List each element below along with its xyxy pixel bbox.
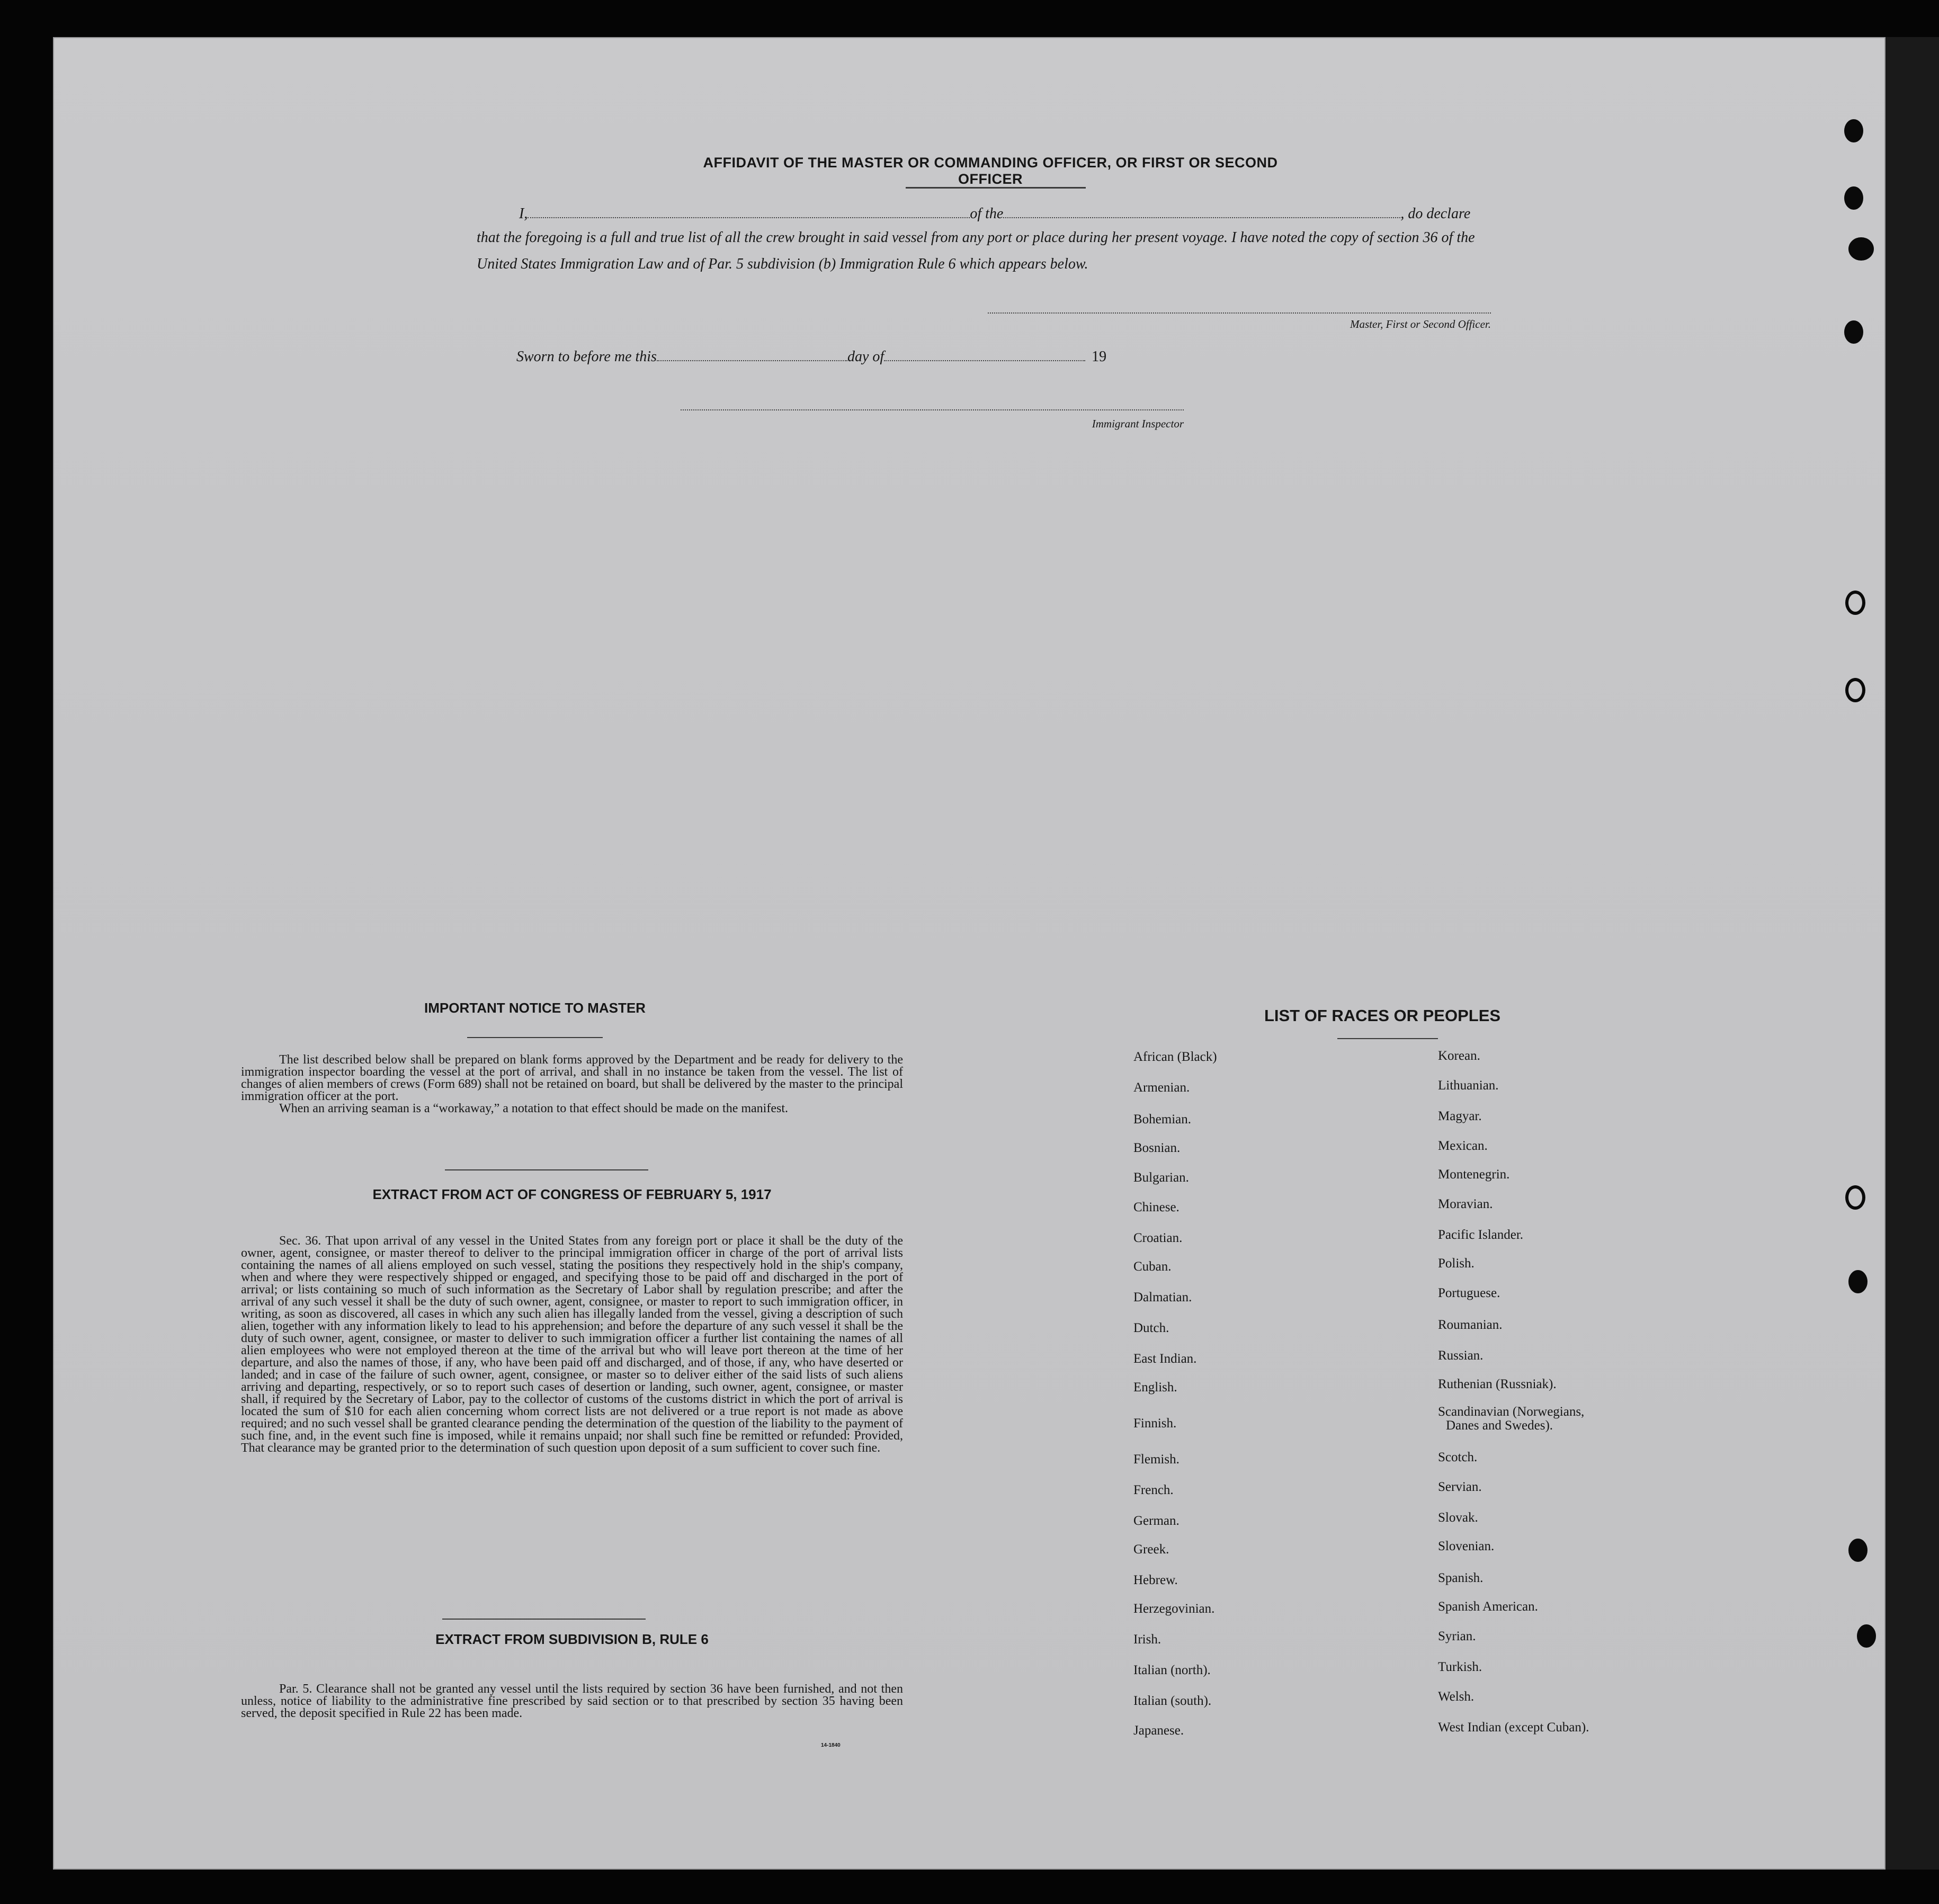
- document-page: [53, 37, 1886, 1870]
- sworn-month-blank: [884, 348, 1085, 361]
- master-signature-line: [988, 312, 1491, 315]
- binder-hole: [1848, 1539, 1867, 1562]
- notice-divider: [467, 1037, 603, 1038]
- race-item: Scandinavian (Norwegians,: [1438, 1405, 1585, 1419]
- binder-hole: [1848, 1270, 1867, 1293]
- race-item: Bosnian.: [1133, 1141, 1181, 1155]
- extract-act-body: [241, 1235, 903, 1454]
- notice-body: [241, 1054, 903, 1115]
- race-item: Dutch.: [1133, 1321, 1169, 1335]
- race-item: Moravian.: [1438, 1197, 1493, 1211]
- extract-rule-body: [241, 1683, 903, 1720]
- race-item: Russian.: [1438, 1348, 1484, 1363]
- sworn-line: [516, 348, 1106, 365]
- race-item: Finnish.: [1133, 1416, 1177, 1431]
- race-item: Irish.: [1133, 1632, 1161, 1647]
- declarant-i-label: I,: [519, 205, 528, 222]
- binder-hole: [1844, 320, 1863, 344]
- race-item: Pacific Islander.: [1438, 1228, 1524, 1242]
- race-item: Croatian.: [1133, 1231, 1183, 1245]
- inspector-signature-line: [681, 409, 1184, 412]
- race-item: Chinese.: [1133, 1200, 1180, 1214]
- notice-paragraph: The list described below shall be prepared on blank forms approved by the Department and be ready for delivery to the immigration inspector boarding the vessel at the port of arrival, and shall in no instance be taken from the vessel. The list of changes of alien members of crews (Form 689) shall not be retained on board, but shall be delivered by the master to the principal immigration officer at the port.: [241, 1053, 903, 1103]
- race-item: Italian (north).: [1133, 1663, 1211, 1677]
- race-item: Ruthenian (Russniak).: [1438, 1377, 1557, 1391]
- do-declare-label: , do declare: [1400, 205, 1471, 222]
- race-item: Italian (south).: [1133, 1694, 1212, 1708]
- race-item: Portuguese.: [1438, 1286, 1500, 1300]
- race-item: Mexican.: [1438, 1139, 1488, 1153]
- race-item: Japanese.: [1133, 1723, 1184, 1738]
- declarant-name-blank: [528, 205, 970, 218]
- form-number: 14-1840: [821, 1742, 841, 1748]
- section-36-text: Sec. 36. That upon arrival of any vessel in the United States from any foreign port or place it shall be the duty of the owner, agent, consignee, or master thereof to deliver to the principal immigration officer in charge of the port of arrival lists containing the names of all aliens employed on such vessel, stating the positions they respectively hold in the ship's company, when and where they were respectively shipped or engaged, and specifying those to be paid off and discharged in the port of arrival; or lists containing so much of such information as the Secretary of Labor shall by regulation prescribe; and after the arrival of any such vessel it shall be the duty of such owner, agent, consignee, or master to report to such immigration officer, in writing, as soon as discovered, all cases in which any such alien has illegally landed from the vessel, giving a description of such alien, together with any information likely to lead to his apprehension; and before the departure of any such vessel it shall be the duty of such owner, agent, consignee, or master to deliver to such immigration officer a further list containing the names of all alien employees who were not employed thereon at the time of the arrival but who will leave port thereon at the time of her departure, and also the names of those, if any, who have been paid off and discharged, and of those, if any, who have deserted or landed; and in case of the failure of such owner, agent, consignee, or master so to deliver either of the said lists of such aliens arriving and departing, respectively, or so to report such cases of desertion or landing, such owner, agent, consignee, or master shall, if required by the Secretary of Labor, pay to the collector of customs of the customs district in which the port of arrival is located the sum of $10 for each alien concerning whom correct lists are not delivered or a true report is not made as above required; and no such vessel shall be granted clearance pending the determination of the question of the liability to the payment of such fine, and, in the event such fine is imposed, while it remains unpaid; nor shall such fine be remitted or refunded: Provided, That clearance may be granted prior to the determination of such question upon deposit of a sum sufficient to cover such fine.: [241, 1234, 903, 1455]
- race-item: Cuban.: [1133, 1259, 1172, 1274]
- race-item: Spanish American.: [1438, 1599, 1538, 1614]
- race-item: Montenegrin.: [1438, 1167, 1510, 1182]
- binder-hole: [1848, 237, 1874, 261]
- race-item: Korean.: [1438, 1049, 1480, 1063]
- race-item: Scotch.: [1438, 1450, 1478, 1464]
- binder-hole: [1844, 186, 1863, 210]
- race-item: Dalmatian.: [1133, 1290, 1192, 1304]
- race-item: Hebrew.: [1133, 1573, 1178, 1587]
- races-title: LIST OF RACES OR PEOPLES: [1264, 1006, 1501, 1025]
- race-item: Magyar.: [1438, 1109, 1482, 1123]
- race-item: Turkish.: [1438, 1660, 1482, 1674]
- affidavit-title: AFFIDAVIT OF THE MASTER OR COMMANDING OFFICER, OR FIRST OR SECOND OFFICER: [703, 155, 1278, 187]
- binder-hole: [1857, 1624, 1876, 1648]
- year-prefix: 19: [1092, 348, 1107, 365]
- binder-hole: [1845, 678, 1865, 702]
- binder-hole: [1845, 591, 1865, 615]
- race-item: Spanish.: [1438, 1571, 1484, 1585]
- races-divider: [1337, 1038, 1438, 1039]
- race-item: Flemish.: [1133, 1452, 1180, 1467]
- day-of-label: day of: [847, 348, 884, 365]
- section-divider: [445, 1169, 648, 1170]
- race-item: Servian.: [1438, 1480, 1482, 1494]
- binder-hole: [1845, 1185, 1865, 1210]
- race-item: French.: [1133, 1483, 1174, 1497]
- race-item: Roumanian.: [1438, 1318, 1503, 1332]
- section-divider: [442, 1619, 646, 1620]
- sworn-label: Sworn to before me this: [516, 348, 657, 365]
- race-item: African (Black): [1133, 1050, 1217, 1064]
- race-item: Slovak.: [1438, 1510, 1478, 1525]
- master-caption: Master, First or Second Officer.: [1350, 318, 1491, 330]
- race-item: Greek.: [1133, 1542, 1169, 1557]
- race-item: Slovenian.: [1438, 1539, 1495, 1553]
- extract-act-title: EXTRACT FROM ACT OF CONGRESS OF FEBRUARY 5, 1917: [372, 1186, 772, 1202]
- race-item: Armenian.: [1133, 1080, 1190, 1095]
- vessel-name-blank: [1003, 205, 1400, 218]
- race-item: West Indian (except Cuban).: [1438, 1720, 1589, 1735]
- inspector-caption: Immigrant Inspector: [1092, 417, 1184, 430]
- rule-6-text: Par. 5. Clearance shall not be granted any vessel until the lists required by section 36 have been furnished, and not then unless, notice of liability to the administrative fine prescribed by said section or to that prescribed by section 35 having been served, the deposit specified in Rule 22 has been made.: [241, 1682, 903, 1720]
- race-item: English.: [1133, 1380, 1177, 1395]
- race-item: German.: [1133, 1514, 1180, 1528]
- declaration-text: that the foregoing is a full and true list of all the crew brought in said vessel from any port or place during her present voyage. I have noted the copy of section 36 of the United States Immigration Law and of Par. 5 subdivision (b) Immigration Rule 6 which appears below.: [477, 229, 1475, 272]
- race-item: East Indian.: [1133, 1352, 1197, 1366]
- sworn-day-blank: [657, 348, 847, 361]
- race-item: Syrian.: [1438, 1629, 1476, 1643]
- race-item: Bohemian.: [1133, 1112, 1192, 1127]
- vessel-of-label: of the: [970, 205, 1004, 222]
- race-item: Herzegovinian.: [1133, 1602, 1215, 1616]
- title-divider: [906, 187, 1086, 189]
- extract-rule-title: EXTRACT FROM SUBDIVISION B, RULE 6: [435, 1631, 709, 1647]
- race-item: Bulgarian.: [1133, 1170, 1189, 1185]
- race-item-continued: Danes and Swedes).: [1446, 1418, 1553, 1433]
- notice-title: IMPORTANT NOTICE TO MASTER: [424, 1000, 646, 1016]
- race-item: Welsh.: [1438, 1690, 1475, 1704]
- notice-paragraph: When an arriving seaman is a “workaway,” a notation to that effect should be made on the manifest.: [279, 1102, 788, 1115]
- race-item: Polish.: [1438, 1256, 1475, 1271]
- binder-hole: [1844, 119, 1863, 142]
- declarant-line: [519, 205, 1470, 222]
- race-item: Lithuanian.: [1438, 1078, 1499, 1093]
